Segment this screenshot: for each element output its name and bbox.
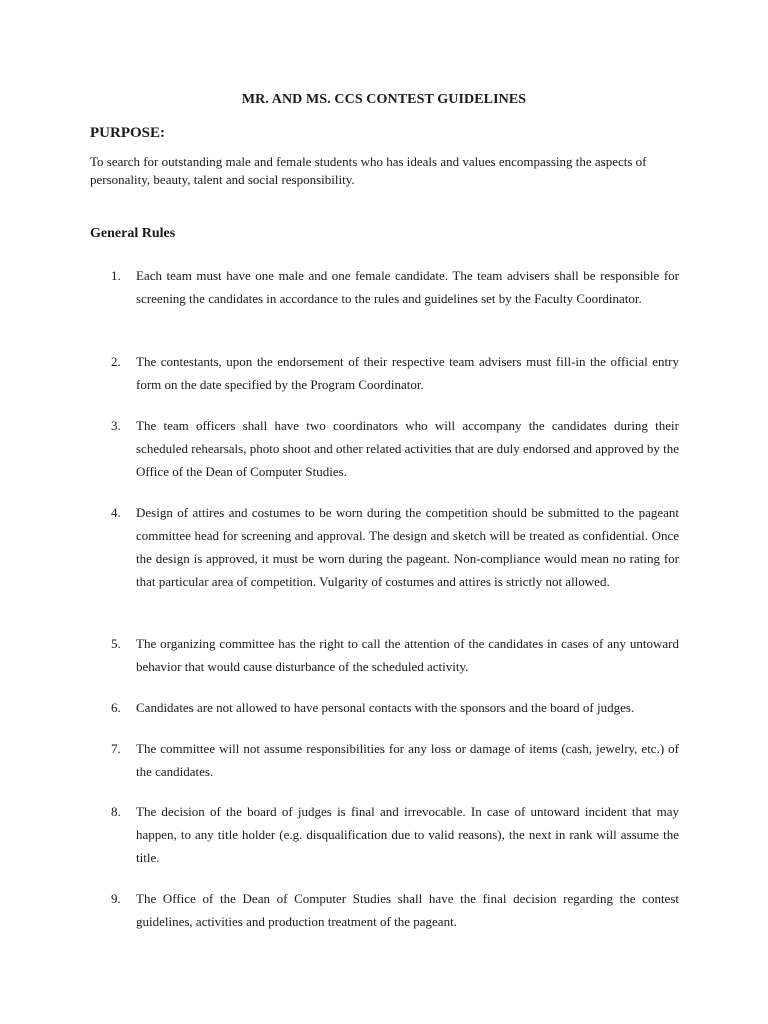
rule-item	[111, 501, 679, 593]
rule-number: 3.	[111, 418, 121, 433]
rule-text: The organizing committee has the right to call the attention of the candidates in cases of any untoward behavior that would cause disturbance of the scheduled activity.	[136, 636, 679, 674]
document-title: MR. AND MS. CCS CONTEST GUIDELINES	[241, 92, 527, 107]
rule-text: The team officers shall have two coordinators who will accompany the candidates during their scheduled rehearsals, photo shoot and other related activities that are duly endorsed and approved by the Office of the Dean of Computer Studies.	[136, 418, 679, 479]
rule-item	[111, 414, 679, 483]
general-rules-heading: General Rules	[90, 226, 176, 241]
rule-number: 6.	[111, 700, 121, 715]
rule-text: The Office of the Dean of Computer Studies shall have the final decision regarding the contest guidelines, activities and production treatment of the pageant.	[136, 891, 679, 929]
rule-item	[111, 800, 679, 869]
purpose-text: To search for outstanding male and female students who has ideals and values encompassing the aspects of personality, beauty, talent and social responsibility.	[90, 154, 647, 187]
rule-number: 5.	[111, 636, 121, 651]
rule-number: 9.	[111, 891, 121, 906]
rule-number: 7.	[111, 741, 121, 756]
rule-number: 8.	[111, 804, 121, 819]
rule-item	[111, 350, 679, 396]
rule-item	[111, 632, 679, 678]
rule-item	[111, 264, 679, 310]
rule-text: The committee will not assume responsibilities for any loss or damage of items (cash, jewelry, etc.) of the candidates.	[136, 741, 679, 779]
rule-text: Design of attires and costumes to be worn during the competition should be submitted to the pageant committee head for screening and approval. The design and sketch will be treated as confidential. Once the design is approved, it must be worn during the pageant. Non-compliance would mean no rating for that particular area of competition. Vulgarity of costumes and attires is strictly not allowed.	[136, 505, 679, 589]
rule-number: 2.	[111, 354, 121, 369]
rule-item	[111, 887, 679, 933]
rule-item	[111, 737, 679, 783]
rule-text: Each team must have one male and one female candidate. The team advisers shall be responsible for screening the candidates in accordance to the rules and guidelines set by the Faculty Coordinator.	[136, 268, 679, 306]
rule-text: The decision of the board of judges is final and irrevocable. In case of untoward incident that may happen, to any title holder (e.g. disqualification due to valid reasons), the next in rank will assume the title.	[136, 804, 679, 865]
rule-number: 1.	[111, 268, 121, 283]
rule-text: The contestants, upon the endorsement of their respective team advisers must fill-in the official entry form on the date specified by the Program Coordinator.	[136, 354, 679, 392]
purpose-heading: PURPOSE:	[90, 125, 165, 141]
rule-text: Candidates are not allowed to have personal contacts with the sponsors and the board of judges.	[136, 700, 635, 715]
rule-item	[111, 696, 679, 719]
rule-number: 4.	[111, 505, 121, 520]
